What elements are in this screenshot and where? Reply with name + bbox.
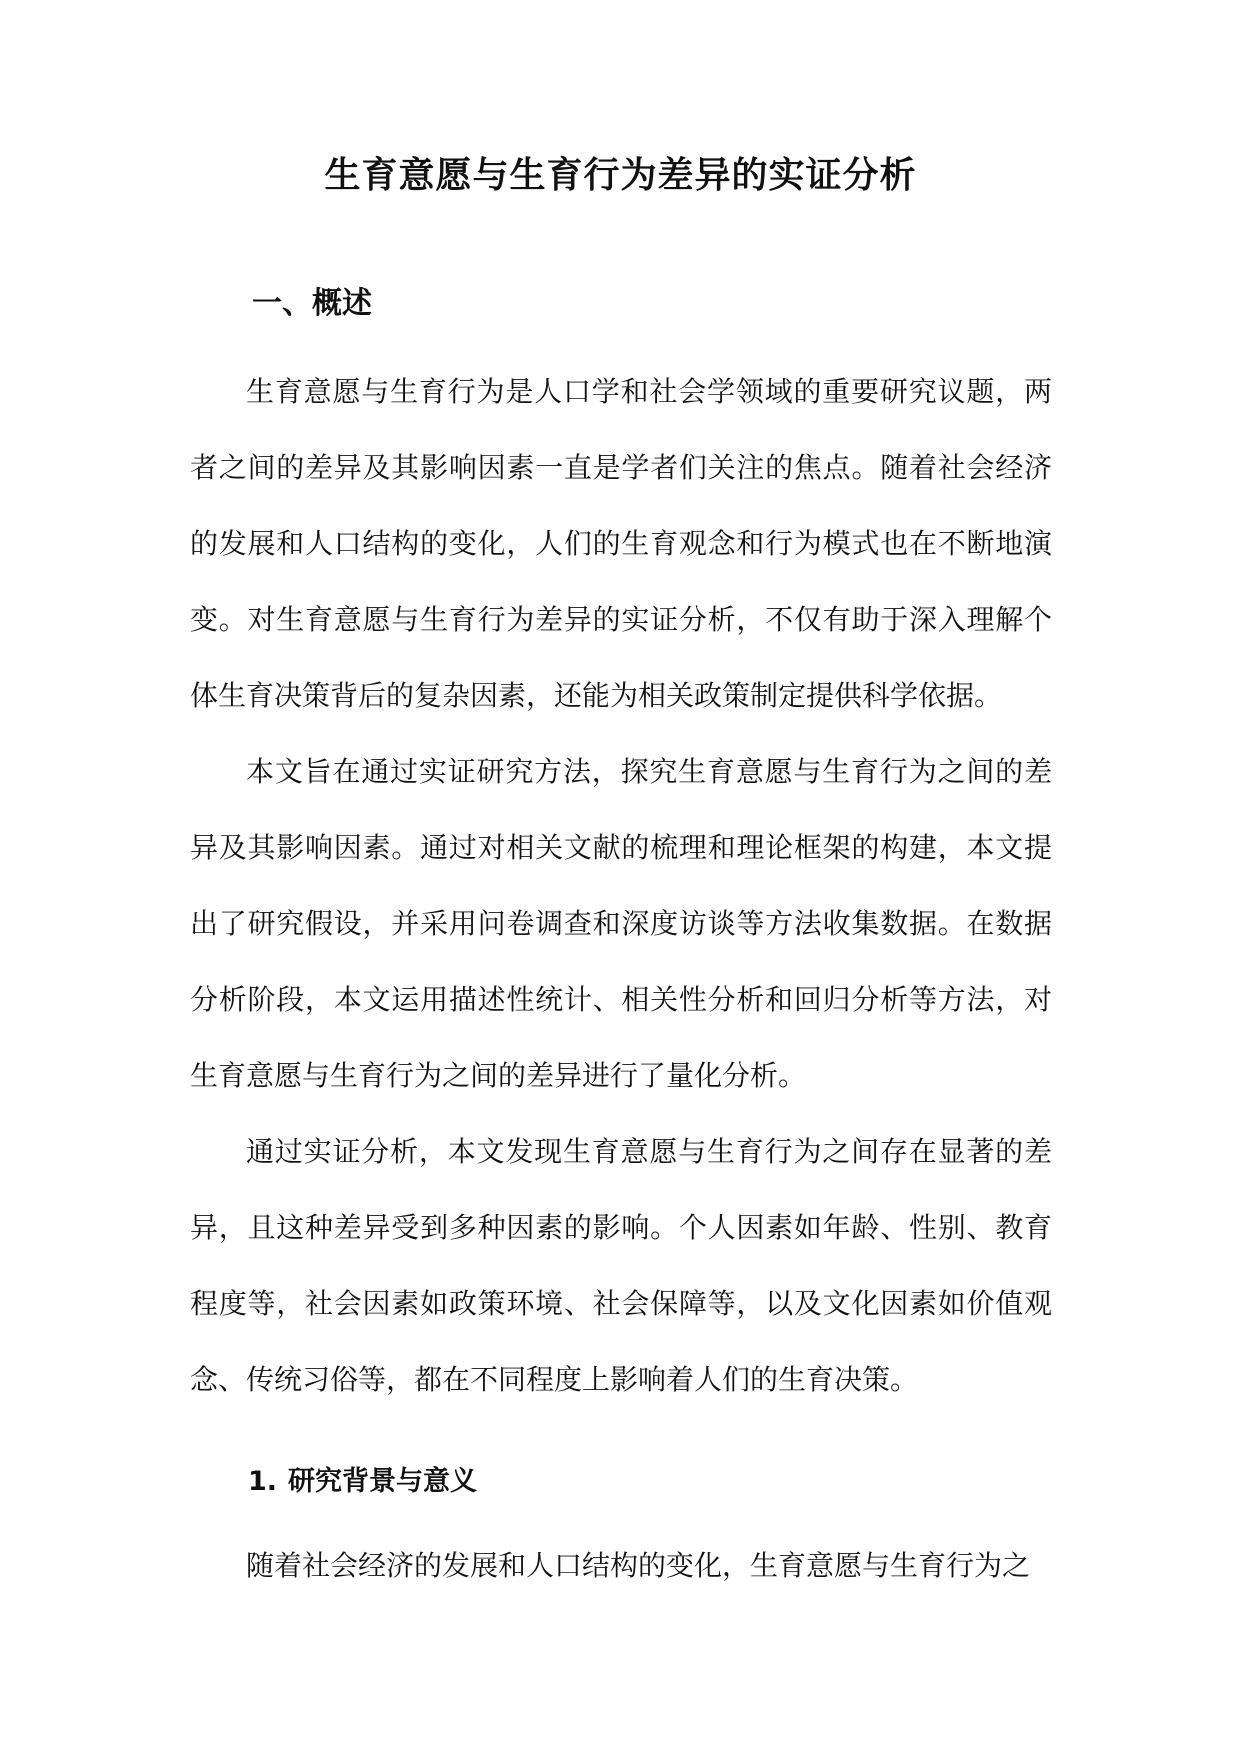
section-heading-overview: 一、概述	[252, 286, 372, 321]
body-paragraph: 随着社会经济的发展和人口结构的变化，生育意愿与生育行为之	[246, 1549, 1031, 1582]
subsection-heading	[248, 1462, 477, 1502]
body-paragraph: 通过实证分析，本文发现生育意愿与生育行为之间存在显著的差异，且这种差异受到多种因素的影响。个人因素如年龄、性别、教育程度等，社会因素如政策环境、社会保障等，以及文化因素如价值观念、传统习俗等，都在不同程度上影响着人们的生育决策。	[190, 1135, 1052, 1396]
document-title: 生育意愿与生育行为差异的实证分析	[324, 155, 917, 196]
subsection-number: 1.	[248, 1466, 278, 1497]
body-paragraph: 本文旨在通过实证研究方法，探究生育意愿与生育行为之间的差异及其影响因素。通过对相关文献的梳理和理论框架的构建，本文提出了研究假设，并采用问卷调查和深度访谈等方法收集数据。在数据分析阶段，本文运用描述性统计、相关性分析和回归分析等方法，对生育意愿与生育行为之间的差异进行了量化分析。	[190, 755, 1052, 1092]
body-paragraph: 生育意愿与生育行为是人口学和社会学领域的重要研究议题，两者之间的差异及其影响因素一直是学者们关注的焦点。随着社会经济的发展和人口结构的变化，人们的生育观念和行为模式也在不断地演变。对生育意愿与生育行为差异的实证分析，不仅有助于深入理解个体生育决策背后的复杂因素，还能为相关政策制定提供科学依据。	[190, 375, 1052, 712]
subsection-title: 研究背景与意义	[288, 1466, 477, 1497]
